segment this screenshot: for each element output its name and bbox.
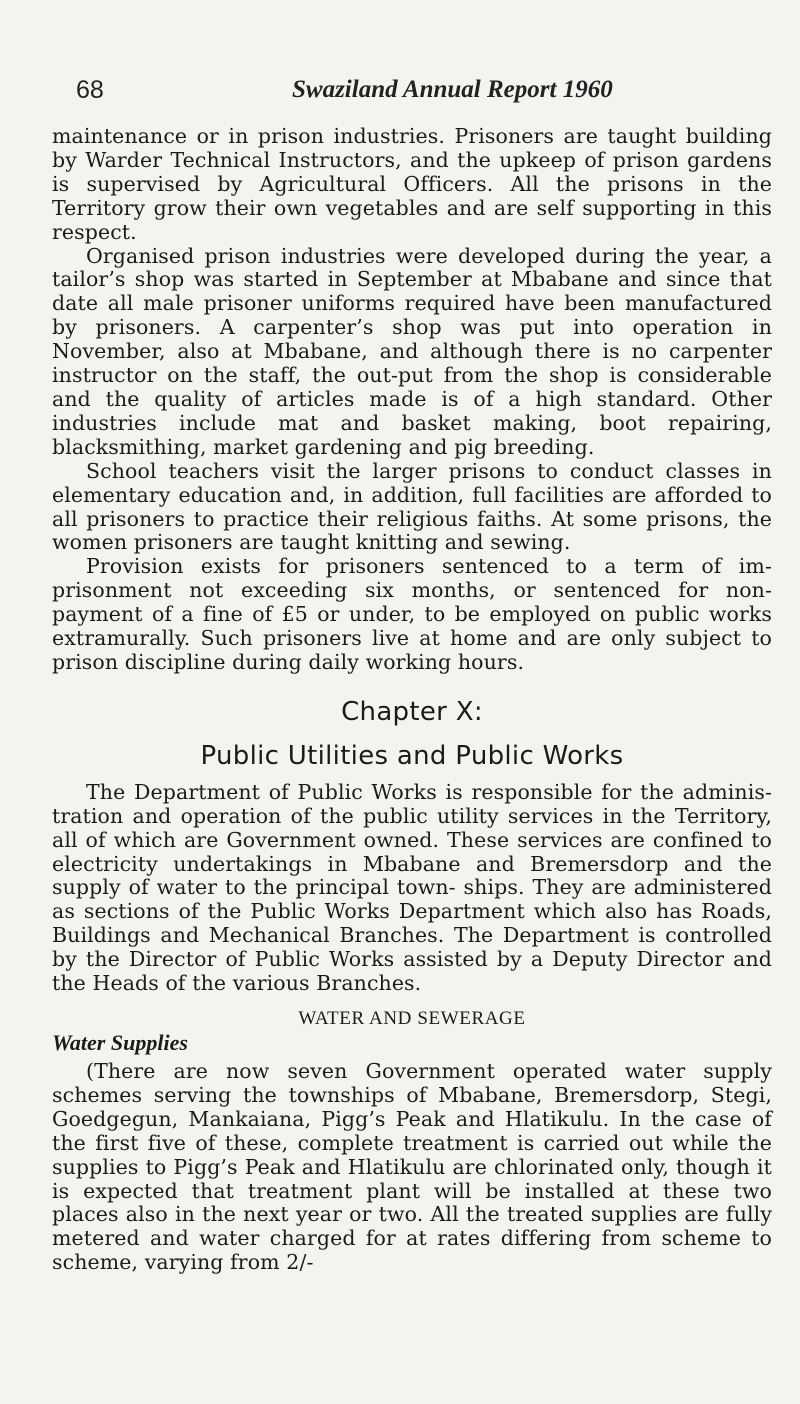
- paragraph-public-works-department: The Department of Public Works is responsible for the adminis- tration and operation of the public utility services in the Territory, all of which are Government owned. These services are confined to electricity undertakings in Mbabane and Bremersdorp and the supply of water to the principal town- ships. They are administered as sections of the Public Works Department which also has Roads, Buildings and Mechanical Branches. The Department is controlled by the Director of Public Works assisted by a Deputy Director and the Heads of the various Branches.: [52, 779, 772, 996]
- paragraph-water-supply-schemes: (There are now seven Government operated water supply schemes serving the townships of Mbabane, Bremersdorp, Stegi, Goedgegun, Mankaiana, Pigg’s Peak and Hlatikulu. In the case of the first five of these, complete treatment is carried out while the supplies to Pigg’s Peak and Hlatikulu are chlorinated only, though it is expected that treatment plant will be installed at these two places also in the next year or two. All the treated supplies are fully metered and water charged for at rates differing from scheme to scheme, varying from 2/-: [52, 1059, 772, 1275]
- report-title: Swaziland Annual Report 1960: [292, 76, 613, 103]
- paragraph-extramural-provision: Provision exists for prisoners sentenced to a term of im- prisonment not exceeding six months, or sentenced for non- payment of a fine of £5 or under, to be employed on public works extramurally. Such prisoners live at home and are only subject to prison discipline during daily working hours.: [52, 554, 772, 674]
- chapter-number-heading: Chapter X:: [341, 696, 483, 727]
- body-text: [52, 125, 772, 1275]
- chapter-title-heading: Public Utilities and Public Works: [200, 740, 624, 771]
- paragraph-prison-maintenance: maintenance or in prison industries. Prisoners are taught building by Warder Technical Instructors, and the upkeep of prison gardens is supervised by Agricultural Officers. All the prisons in the Territory grow their own vegetables and are self supporting in this respect.: [52, 124, 772, 244]
- page-number: 68: [76, 76, 104, 104]
- running-header: [76, 76, 776, 106]
- paragraph-school-teachers: School teachers visit the larger prisons to conduct classes in elementary education and, in addition, full facilities are afforded to all prisoners to practice their religious faiths. At some prisons, the women prisoners are taught knitting and sewing.: [52, 458, 772, 555]
- subsection-heading-water-supplies: Water Supplies: [52, 1030, 188, 1055]
- section-heading-water-sewerage: WATER AND SEWERAGE: [298, 1008, 526, 1029]
- paragraph-prison-industries: Organised prison industries were developed during the year, a tailor’s shop was started in September at Mbabane and since that date all male prisoner uniforms required have been manufactured by prisoners. A carpenter’s shop was put into operation in November, also at Mbabane, and although there is no carpenter instructor on the staff, the out-put from the shop is considerable and the quality of articles made is of a high standard. Other industries include mat and basket making, boot repairing, blacksmithing, market gardening and pig breeding.: [52, 243, 772, 459]
